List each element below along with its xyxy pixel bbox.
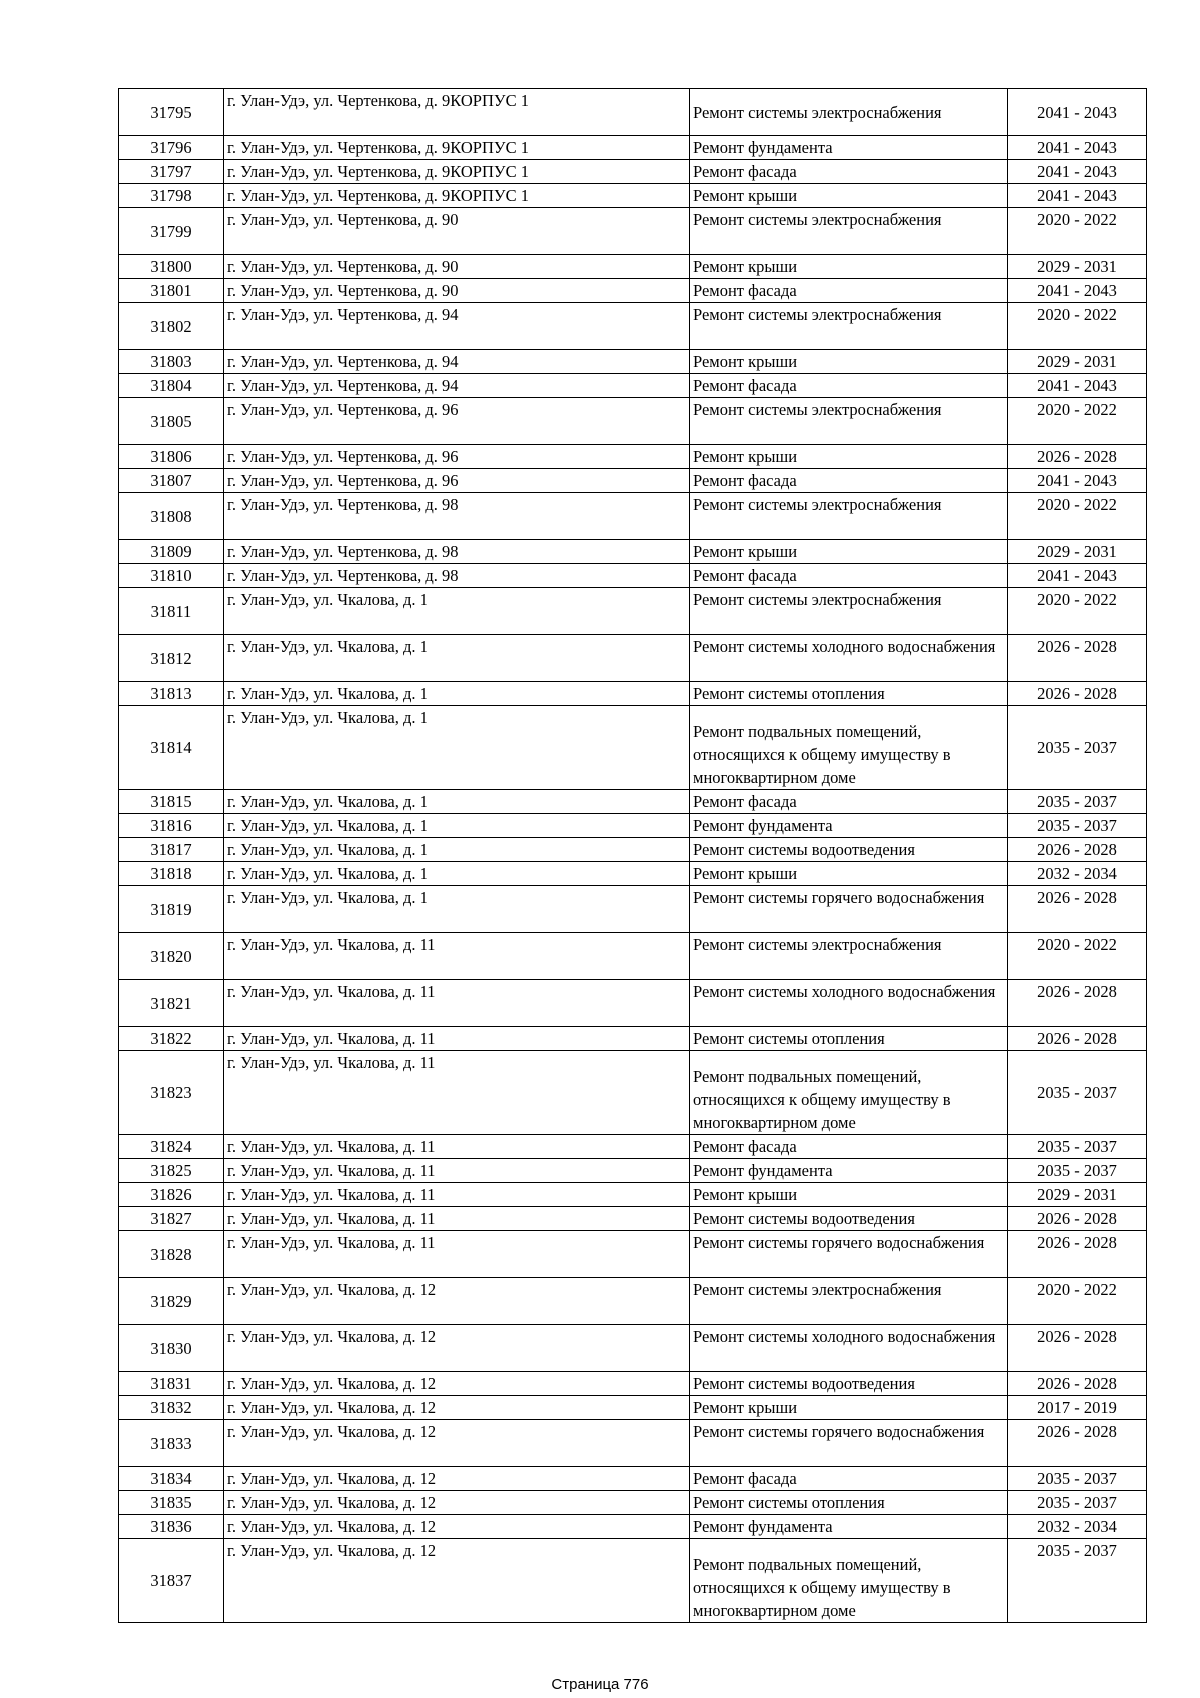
row-work-type: Ремонт фундамента bbox=[690, 1159, 1008, 1183]
row-number: 31818 bbox=[119, 862, 224, 886]
row-number: 31821 bbox=[119, 980, 224, 1027]
row-number: 31817 bbox=[119, 838, 224, 862]
row-address: г. Улан-Удэ, ул. Чкалова, д. 11 bbox=[224, 1231, 690, 1278]
row-number: 31836 bbox=[119, 1515, 224, 1539]
row-years: 2026 - 2028 bbox=[1008, 1207, 1147, 1231]
table-row bbox=[119, 814, 1147, 838]
row-work-type: Ремонт крыши bbox=[690, 350, 1008, 374]
row-address: г. Улан-Удэ, ул. Чкалова, д. 12 bbox=[224, 1278, 690, 1325]
row-number: 31830 bbox=[119, 1325, 224, 1372]
row-address: г. Улан-Удэ, ул. Чкалова, д. 11 bbox=[224, 1159, 690, 1183]
row-address: г. Улан-Удэ, ул. Чкалова, д. 1 bbox=[224, 588, 690, 635]
row-number: 31827 bbox=[119, 1207, 224, 1231]
row-number: 31806 bbox=[119, 445, 224, 469]
row-number: 31804 bbox=[119, 374, 224, 398]
row-years: 2032 - 2034 bbox=[1008, 1515, 1147, 1539]
row-years: 2035 - 2037 bbox=[1008, 1051, 1147, 1135]
row-years: 2041 - 2043 bbox=[1008, 184, 1147, 208]
table-row bbox=[119, 1491, 1147, 1515]
row-address: г. Улан-Удэ, ул. Чертенкова, д. 90 bbox=[224, 279, 690, 303]
row-address: г. Улан-Удэ, ул. Чкалова, д. 12 bbox=[224, 1325, 690, 1372]
row-work-type: Ремонт системы электроснабжения bbox=[690, 1278, 1008, 1325]
table-row bbox=[119, 1515, 1147, 1539]
row-work-type: Ремонт крыши bbox=[690, 255, 1008, 279]
row-years: 2020 - 2022 bbox=[1008, 493, 1147, 540]
row-work-type: Ремонт подвальных помещений, относящихся к общему имуществу в многоквартирном доме bbox=[690, 706, 1008, 790]
row-address: г. Улан-Удэ, ул. Чкалова, д. 1 bbox=[224, 790, 690, 814]
row-address: г. Улан-Удэ, ул. Чертенкова, д. 9КОРПУС 1 bbox=[224, 136, 690, 160]
row-years: 2026 - 2028 bbox=[1008, 1372, 1147, 1396]
row-years: 2026 - 2028 bbox=[1008, 1420, 1147, 1467]
row-years: 2041 - 2043 bbox=[1008, 136, 1147, 160]
row-years: 2041 - 2043 bbox=[1008, 279, 1147, 303]
row-work-type: Ремонт фундамента bbox=[690, 814, 1008, 838]
row-number: 31809 bbox=[119, 540, 224, 564]
row-work-type: Ремонт системы водоотведения bbox=[690, 1372, 1008, 1396]
row-number: 31815 bbox=[119, 790, 224, 814]
table-body bbox=[119, 89, 1147, 1623]
table-row bbox=[119, 1207, 1147, 1231]
row-number: 31834 bbox=[119, 1467, 224, 1491]
table-row bbox=[119, 1231, 1147, 1278]
row-work-type: Ремонт фундамента bbox=[690, 1515, 1008, 1539]
table-row bbox=[119, 886, 1147, 933]
table-row bbox=[119, 1027, 1147, 1051]
row-years: 2026 - 2028 bbox=[1008, 1027, 1147, 1051]
table-row bbox=[119, 790, 1147, 814]
row-number: 31814 bbox=[119, 706, 224, 790]
row-address: г. Улан-Удэ, ул. Чертенкова, д. 9КОРПУС 1 bbox=[224, 160, 690, 184]
table-row bbox=[119, 1135, 1147, 1159]
row-address: г. Улан-Удэ, ул. Чкалова, д. 1 bbox=[224, 886, 690, 933]
repair-schedule-table bbox=[118, 88, 1147, 1623]
row-number: 31798 bbox=[119, 184, 224, 208]
row-number: 31800 bbox=[119, 255, 224, 279]
row-work-type: Ремонт крыши bbox=[690, 540, 1008, 564]
row-work-type: Ремонт системы водоотведения bbox=[690, 1207, 1008, 1231]
row-work-type: Ремонт крыши bbox=[690, 1183, 1008, 1207]
row-number: 31797 bbox=[119, 160, 224, 184]
row-number: 31831 bbox=[119, 1372, 224, 1396]
row-years: 2026 - 2028 bbox=[1008, 1325, 1147, 1372]
row-years: 2041 - 2043 bbox=[1008, 374, 1147, 398]
row-number: 31816 bbox=[119, 814, 224, 838]
row-work-type: Ремонт крыши bbox=[690, 184, 1008, 208]
row-address: г. Улан-Удэ, ул. Чкалова, д. 11 bbox=[224, 1135, 690, 1159]
row-work-type: Ремонт системы электроснабжения bbox=[690, 588, 1008, 635]
row-number: 31832 bbox=[119, 1396, 224, 1420]
row-number: 31833 bbox=[119, 1420, 224, 1467]
table-row bbox=[119, 398, 1147, 445]
row-work-type: Ремонт подвальных помещений, относящихся к общему имуществу в многоквартирном доме bbox=[690, 1539, 1008, 1623]
row-work-type: Ремонт подвальных помещений, относящихся к общему имуществу в многоквартирном доме bbox=[690, 1051, 1008, 1135]
row-years: 2041 - 2043 bbox=[1008, 160, 1147, 184]
table-row bbox=[119, 1539, 1147, 1623]
row-work-type: Ремонт крыши bbox=[690, 862, 1008, 886]
row-address: г. Улан-Удэ, ул. Чкалова, д. 12 bbox=[224, 1539, 690, 1623]
row-years: 2032 - 2034 bbox=[1008, 862, 1147, 886]
row-work-type: Ремонт фасада bbox=[690, 160, 1008, 184]
table-row bbox=[119, 980, 1147, 1027]
table-row bbox=[119, 933, 1147, 980]
row-work-type: Ремонт фасада bbox=[690, 469, 1008, 493]
row-years: 2020 - 2022 bbox=[1008, 1278, 1147, 1325]
row-years: 2029 - 2031 bbox=[1008, 350, 1147, 374]
row-work-type: Ремонт системы холодного водоснабжения bbox=[690, 1325, 1008, 1372]
row-years: 2020 - 2022 bbox=[1008, 588, 1147, 635]
row-address: г. Улан-Удэ, ул. Чертенкова, д. 96 bbox=[224, 445, 690, 469]
row-address: г. Улан-Удэ, ул. Чкалова, д. 1 bbox=[224, 862, 690, 886]
row-years: 2020 - 2022 bbox=[1008, 208, 1147, 255]
row-address: г. Улан-Удэ, ул. Чертенкова, д. 96 bbox=[224, 469, 690, 493]
row-work-type: Ремонт фасада bbox=[690, 1135, 1008, 1159]
row-years: 2020 - 2022 bbox=[1008, 303, 1147, 350]
row-number: 31808 bbox=[119, 493, 224, 540]
row-address: г. Улан-Удэ, ул. Чкалова, д. 1 bbox=[224, 635, 690, 682]
table-row bbox=[119, 1325, 1147, 1372]
table-row bbox=[119, 303, 1147, 350]
row-years: 2035 - 2037 bbox=[1008, 1159, 1147, 1183]
table-row bbox=[119, 89, 1147, 136]
row-work-type: Ремонт системы электроснабжения bbox=[690, 89, 1008, 136]
row-work-type: Ремонт системы горячего водоснабжения bbox=[690, 1231, 1008, 1278]
row-number: 31837 bbox=[119, 1539, 224, 1623]
row-number: 31826 bbox=[119, 1183, 224, 1207]
row-address: г. Улан-Удэ, ул. Чкалова, д. 11 bbox=[224, 1183, 690, 1207]
row-number: 31811 bbox=[119, 588, 224, 635]
table-row bbox=[119, 838, 1147, 862]
row-address: г. Улан-Удэ, ул. Чкалова, д. 12 bbox=[224, 1467, 690, 1491]
row-address: г. Улан-Удэ, ул. Чертенкова, д. 98 bbox=[224, 493, 690, 540]
row-years: 2035 - 2037 bbox=[1008, 790, 1147, 814]
row-years: 2026 - 2028 bbox=[1008, 886, 1147, 933]
row-number: 31803 bbox=[119, 350, 224, 374]
row-address: г. Улан-Удэ, ул. Чертенкова, д. 94 bbox=[224, 374, 690, 398]
row-work-type: Ремонт крыши bbox=[690, 1396, 1008, 1420]
row-address: г. Улан-Удэ, ул. Чертенкова, д. 98 bbox=[224, 564, 690, 588]
row-years: 2041 - 2043 bbox=[1008, 89, 1147, 136]
row-years: 2029 - 2031 bbox=[1008, 1183, 1147, 1207]
row-address: г. Улан-Удэ, ул. Чкалова, д. 12 bbox=[224, 1396, 690, 1420]
row-work-type: Ремонт системы электроснабжения bbox=[690, 933, 1008, 980]
row-years: 2035 - 2037 bbox=[1008, 1467, 1147, 1491]
row-number: 31825 bbox=[119, 1159, 224, 1183]
table-row bbox=[119, 540, 1147, 564]
row-work-type: Ремонт фасада bbox=[690, 790, 1008, 814]
row-number: 31802 bbox=[119, 303, 224, 350]
row-years: 2035 - 2037 bbox=[1008, 706, 1147, 790]
table-row bbox=[119, 1278, 1147, 1325]
row-address: г. Улан-Удэ, ул. Чкалова, д. 11 bbox=[224, 1207, 690, 1231]
table-row bbox=[119, 1183, 1147, 1207]
row-address: г. Улан-Удэ, ул. Чкалова, д. 11 bbox=[224, 980, 690, 1027]
table-row bbox=[119, 374, 1147, 398]
row-years: 2020 - 2022 bbox=[1008, 398, 1147, 445]
row-address: г. Улан-Удэ, ул. Чертенкова, д. 9КОРПУС 1 bbox=[224, 184, 690, 208]
row-work-type: Ремонт системы холодного водоснабжения bbox=[690, 980, 1008, 1027]
table-row bbox=[119, 1051, 1147, 1135]
row-years: 2029 - 2031 bbox=[1008, 255, 1147, 279]
row-address: г. Улан-Удэ, ул. Чертенкова, д. 94 bbox=[224, 350, 690, 374]
table-row bbox=[119, 493, 1147, 540]
table-row bbox=[119, 350, 1147, 374]
row-address: г. Улан-Удэ, ул. Чкалова, д. 11 bbox=[224, 1051, 690, 1135]
table-row bbox=[119, 160, 1147, 184]
row-work-type: Ремонт системы электроснабжения bbox=[690, 398, 1008, 445]
table-row bbox=[119, 862, 1147, 886]
row-number: 31807 bbox=[119, 469, 224, 493]
row-number: 31835 bbox=[119, 1491, 224, 1515]
row-address: г. Улан-Удэ, ул. Чкалова, д. 11 bbox=[224, 933, 690, 980]
row-number: 31812 bbox=[119, 635, 224, 682]
row-years: 2041 - 2043 bbox=[1008, 469, 1147, 493]
row-work-type: Ремонт крыши bbox=[690, 445, 1008, 469]
row-years: 2035 - 2037 bbox=[1008, 1539, 1147, 1623]
row-number: 31824 bbox=[119, 1135, 224, 1159]
table-row bbox=[119, 136, 1147, 160]
row-address: г. Улан-Удэ, ул. Чертенкова, д. 98 bbox=[224, 540, 690, 564]
table-row bbox=[119, 469, 1147, 493]
row-address: г. Улан-Удэ, ул. Чкалова, д. 12 bbox=[224, 1491, 690, 1515]
row-address: г. Улан-Удэ, ул. Чертенкова, д. 94 bbox=[224, 303, 690, 350]
row-number: 31829 bbox=[119, 1278, 224, 1325]
table-row bbox=[119, 682, 1147, 706]
row-years: 2026 - 2028 bbox=[1008, 682, 1147, 706]
row-years: 2026 - 2028 bbox=[1008, 445, 1147, 469]
row-years: 2035 - 2037 bbox=[1008, 1135, 1147, 1159]
row-years: 2029 - 2031 bbox=[1008, 540, 1147, 564]
table-row bbox=[119, 1420, 1147, 1467]
table-row bbox=[119, 184, 1147, 208]
row-address: г. Улан-Удэ, ул. Чкалова, д. 11 bbox=[224, 1027, 690, 1051]
table-row bbox=[119, 279, 1147, 303]
row-address: г. Улан-Удэ, ул. Чкалова, д. 1 bbox=[224, 706, 690, 790]
row-number: 31822 bbox=[119, 1027, 224, 1051]
row-work-type: Ремонт системы водоотведения bbox=[690, 838, 1008, 862]
table-row bbox=[119, 588, 1147, 635]
row-number: 31820 bbox=[119, 933, 224, 980]
row-address: г. Улан-Удэ, ул. Чертенкова, д. 9КОРПУС 1 bbox=[224, 89, 690, 136]
row-work-type: Ремонт системы отопления bbox=[690, 1491, 1008, 1515]
table-row bbox=[119, 445, 1147, 469]
row-address: г. Улан-Удэ, ул. Чкалова, д. 12 bbox=[224, 1372, 690, 1396]
row-number: 31796 bbox=[119, 136, 224, 160]
row-work-type: Ремонт системы холодного водоснабжения bbox=[690, 635, 1008, 682]
row-address: г. Улан-Удэ, ул. Чертенкова, д. 90 bbox=[224, 255, 690, 279]
row-work-type: Ремонт системы электроснабжения bbox=[690, 303, 1008, 350]
row-number: 31819 bbox=[119, 886, 224, 933]
row-work-type: Ремонт фасада bbox=[690, 374, 1008, 398]
table-row bbox=[119, 1159, 1147, 1183]
row-number: 31810 bbox=[119, 564, 224, 588]
row-address: г. Улан-Удэ, ул. Чкалова, д. 1 bbox=[224, 838, 690, 862]
row-number: 31799 bbox=[119, 208, 224, 255]
row-work-type: Ремонт системы отопления bbox=[690, 682, 1008, 706]
row-years: 2041 - 2043 bbox=[1008, 564, 1147, 588]
row-years: 2017 - 2019 bbox=[1008, 1396, 1147, 1420]
table-row bbox=[119, 208, 1147, 255]
row-address: г. Улан-Удэ, ул. Чертенкова, д. 96 bbox=[224, 398, 690, 445]
row-years: 2035 - 2037 bbox=[1008, 1491, 1147, 1515]
row-number: 31801 bbox=[119, 279, 224, 303]
row-number: 31813 bbox=[119, 682, 224, 706]
row-years: 2026 - 2028 bbox=[1008, 1231, 1147, 1278]
row-address: г. Улан-Удэ, ул. Чкалова, д. 12 bbox=[224, 1515, 690, 1539]
row-years: 2026 - 2028 bbox=[1008, 635, 1147, 682]
row-years: 2026 - 2028 bbox=[1008, 838, 1147, 862]
table-row bbox=[119, 1467, 1147, 1491]
table-row bbox=[119, 706, 1147, 790]
row-address: г. Улан-Удэ, ул. Чкалова, д. 12 bbox=[224, 1420, 690, 1467]
row-work-type: Ремонт фундамента bbox=[690, 136, 1008, 160]
row-work-type: Ремонт системы электроснабжения bbox=[690, 493, 1008, 540]
row-work-type: Ремонт системы электроснабжения bbox=[690, 208, 1008, 255]
table-row bbox=[119, 1396, 1147, 1420]
row-address: г. Улан-Удэ, ул. Чертенкова, д. 90 bbox=[224, 208, 690, 255]
row-number: 31795 bbox=[119, 89, 224, 136]
row-number: 31805 bbox=[119, 398, 224, 445]
row-number: 31828 bbox=[119, 1231, 224, 1278]
page-number: Страница 776 bbox=[551, 1676, 649, 1693]
row-years: 2035 - 2037 bbox=[1008, 814, 1147, 838]
row-work-type: Ремонт системы горячего водоснабжения bbox=[690, 886, 1008, 933]
row-work-type: Ремонт фасада bbox=[690, 279, 1008, 303]
row-years: 2020 - 2022 bbox=[1008, 933, 1147, 980]
table-row bbox=[119, 635, 1147, 682]
row-address: г. Улан-Удэ, ул. Чкалова, д. 1 bbox=[224, 682, 690, 706]
row-work-type: Ремонт фасада bbox=[690, 564, 1008, 588]
row-number: 31823 bbox=[119, 1051, 224, 1135]
table-row bbox=[119, 1372, 1147, 1396]
table-row bbox=[119, 564, 1147, 588]
row-work-type: Ремонт системы отопления bbox=[690, 1027, 1008, 1051]
row-years: 2026 - 2028 bbox=[1008, 980, 1147, 1027]
row-work-type: Ремонт системы горячего водоснабжения bbox=[690, 1420, 1008, 1467]
row-address: г. Улан-Удэ, ул. Чкалова, д. 1 bbox=[224, 814, 690, 838]
row-work-type: Ремонт фасада bbox=[690, 1467, 1008, 1491]
table-row bbox=[119, 255, 1147, 279]
